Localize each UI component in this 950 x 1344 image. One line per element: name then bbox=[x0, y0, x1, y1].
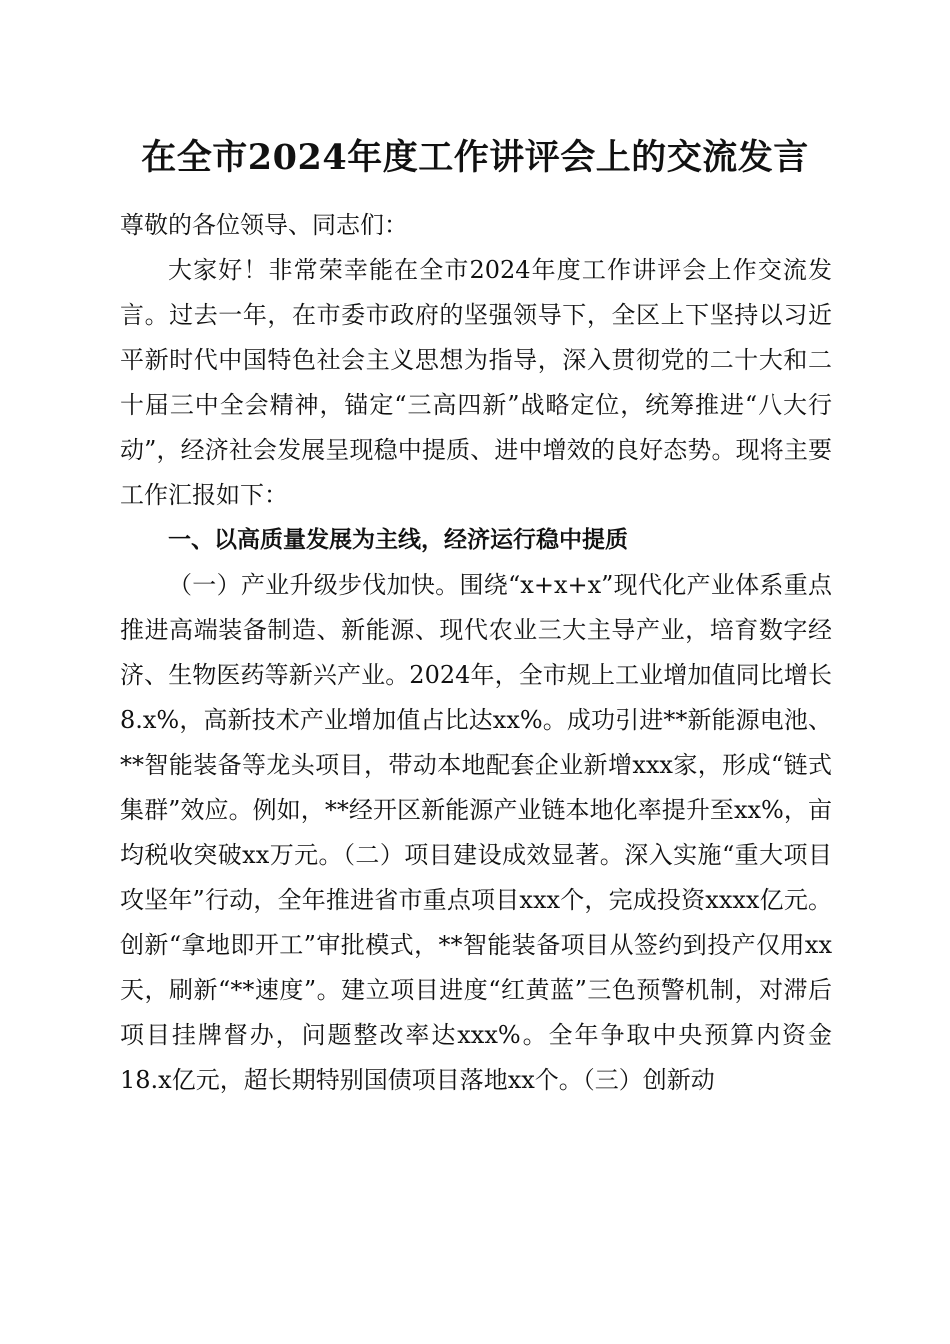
document-body bbox=[120, 203, 832, 1103]
document-title: 在全市2024年度工作讲评会上的交流发言 bbox=[141, 137, 809, 178]
section-1-heading: 一、以高质量发展为主线，经济运行稳中提质 bbox=[168, 527, 628, 553]
section-1-paragraph: （一）产业升级步伐加快。围绕“x+x+x”现代化产业体系重点推进高端装备制造、新能源、现代农业三大主导产业，培育数字经济、生物医药等新兴产业。2024年，全市规上工业增加值同比增长8.x%，高新技术产业增加值占比达xx%。成功引进**新能源电池、**智能装备等龙头项目，带动本地配套企业新增xxx家，形成“链式集群”效应。例如，**经开区新能源产业链本地化率提升至xx%，亩均税收突破xx万元。（二）项目建设成效显著。深入实施“重大项目攻坚年”行动，全年推进省市重点项目xxx个，完成投资xxxx亿元。创新“拿地即开工”审批模式，**智能装备项目从签约到投产仅用xx天，刷新“**速度”。建立项目进度“红黄蓝”三色预警机制，对滞后项目挂牌督办，问题整改率达xxx%。全年争取中央预算内资金18.x亿元，超长期特别国债项目落地xx个。（三）创新动 bbox=[120, 571, 832, 1094]
salutation: 尊敬的各位领导、同志们： bbox=[120, 211, 408, 239]
intro-paragraph: 大家好！非常荣幸能在全市2024年度工作讲评会上作交流发言。过去一年，在市委市政府的坚强领导下，全区上下坚持以习近平新时代中国特色社会主义思想为指导，深入贯彻党的二十大和二十届三中全会精神，锚定“三高四新”战略定位，统筹推进“八大行动”，经济社会发展呈现稳中提质、进中增效的良好态势。现将主要工作汇报如下： bbox=[120, 256, 832, 509]
